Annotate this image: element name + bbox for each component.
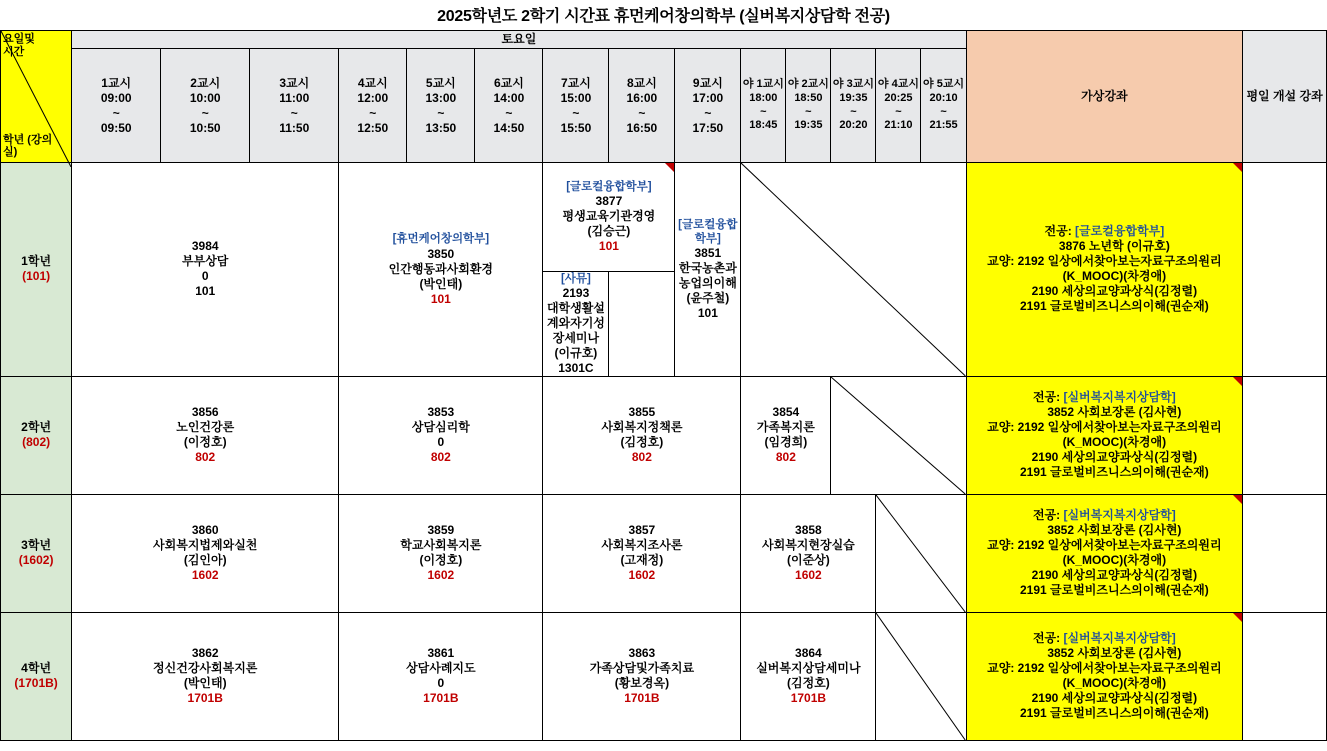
course-cell-4-4[interactable] <box>741 612 876 740</box>
virtual-general-line <box>967 538 1242 553</box>
period-name: 야 2교시 <box>787 78 829 90</box>
period-end: 19:35 <box>794 119 823 132</box>
course-name: 가족상담및가족치료 <box>589 661 695 676</box>
period-end: 15:50 <box>560 120 592 135</box>
course-name: 실버복지상담세미나 <box>756 661 861 676</box>
weekday-cell-4[interactable] <box>1243 612 1327 740</box>
period-header-7 <box>543 49 609 163</box>
grade-name: 3학년 <box>21 538 52 553</box>
virtual-cell-3[interactable] <box>966 494 1242 612</box>
period-start: 17:00 <box>692 90 724 105</box>
virtual-general-item: (K_MOOC)(차경애) <box>1062 676 1167 691</box>
weekday-cell-2[interactable] <box>1243 376 1327 494</box>
period-end: 21:55 <box>929 119 958 132</box>
period-tilde: ~ <box>850 105 857 118</box>
grade-room: (802) <box>22 435 51 450</box>
course-professor: 0 <box>437 435 445 450</box>
course-name: 평생교육기관경영 <box>562 208 656 223</box>
course-room: 1301C <box>558 360 594 375</box>
grade-row-2 <box>1 376 1327 494</box>
course-professor: (윤주철) <box>686 291 730 306</box>
period-name: 2교시 <box>190 75 221 90</box>
course-name: 사회복지조사론 <box>601 538 683 553</box>
period-start: 14:00 <box>493 90 525 105</box>
grade-label-3 <box>1 494 72 612</box>
period-start: 18:50 <box>794 91 823 104</box>
period-end: 17:50 <box>692 120 724 135</box>
course-code: 3860 <box>191 523 219 538</box>
page-title: 2025학년도 2학기 시간표 휴먼케어창의학부 (실버복지상담학 전공) <box>437 8 890 25</box>
course-name: 가족복지론 <box>756 420 815 435</box>
grade-row-4 <box>1 612 1327 740</box>
night-blank-4 <box>876 612 966 740</box>
course-code: 3857 <box>628 523 656 538</box>
course-name: 사회복지정책론 <box>601 420 683 435</box>
course-room: 802 <box>195 450 216 465</box>
virtual-major-item: 3852 사회보장론 (김사현) <box>1047 523 1182 538</box>
major-name: [글로컬융합학부] <box>1075 224 1165 239</box>
weekday-cell-3[interactable] <box>1243 494 1327 612</box>
diagonal-strike-icon <box>741 163 965 376</box>
course-cell-3-3[interactable] <box>543 494 741 612</box>
period-header-6 <box>475 49 543 163</box>
course-professor: (김인아) <box>183 553 227 568</box>
period-end: 21:10 <box>884 119 913 132</box>
course-dept: [글로컬융합학부] <box>566 180 652 193</box>
course-professor: (김정호) <box>787 676 830 691</box>
course-cell-2-3[interactable] <box>543 376 741 494</box>
period-end: 18:45 <box>749 119 778 132</box>
period-start: 18:00 <box>749 91 778 104</box>
period-header-9 <box>675 49 741 163</box>
course-cell-2-2[interactable] <box>339 376 543 494</box>
course-professor: (이규호) <box>554 345 598 360</box>
course-professor: (이준상) <box>787 553 830 568</box>
major-name: [실버복지복지상담학] <box>1063 390 1176 405</box>
virtual-general-item: 2190 세상의교양과상식(김정렬) <box>1031 568 1198 583</box>
period-header-night-2 <box>786 49 831 163</box>
period-start: 13:00 <box>425 90 457 105</box>
period-tilde: ~ <box>572 105 580 120</box>
weekday-course-header: 평일 개설 강좌 <box>1243 31 1327 163</box>
virtual-course-header: 가상강좌 <box>966 31 1242 163</box>
virtual-major-line <box>967 631 1242 646</box>
period-tilde: ~ <box>895 105 902 118</box>
course-room: 1602 <box>191 568 219 583</box>
period-end: 16:50 <box>626 120 658 135</box>
course-name: 정신건강사회복지론 <box>153 661 258 676</box>
course-room: 1701B <box>187 691 223 706</box>
course-name: 사회복지현장실습 <box>762 538 855 553</box>
course-room: 802 <box>430 450 451 465</box>
course-professor: (박인태) <box>419 276 463 291</box>
course-code: 3861 <box>427 646 455 661</box>
period-header-3 <box>250 49 339 163</box>
course-code: 3859 <box>427 523 455 538</box>
period-tilde: ~ <box>505 105 513 120</box>
virtual-general-item: 2192 일상에서찾아보는자료구조의원리 <box>1017 538 1222 553</box>
virtual-general-item: 2192 일상에서찾아보는자료구조의원리 <box>1017 420 1222 435</box>
night-blank-2 <box>831 376 966 494</box>
corner-header-bottom: 학년 (강의실) <box>3 133 53 159</box>
grade-label-4 <box>1 612 72 740</box>
period-tilde: ~ <box>805 105 812 118</box>
course-room: 1602 <box>427 568 455 583</box>
period-name: 7교시 <box>560 75 591 90</box>
course-cell-1-2[interactable] <box>339 163 543 377</box>
course-code: 3864 <box>795 646 822 661</box>
period-end: 20:20 <box>839 119 868 132</box>
cell-marker-icon <box>1233 613 1242 622</box>
day-group-header: 토요일 <box>72 31 966 49</box>
course-name: 상담심리학 <box>411 420 470 435</box>
period-tilde: ~ <box>704 105 712 120</box>
period-name: 5교시 <box>425 75 456 90</box>
course-cell-1-5[interactable] <box>675 163 741 377</box>
virtual-general-line <box>967 661 1242 676</box>
period-end: 09:50 <box>100 120 132 135</box>
period-tilde: ~ <box>369 105 377 120</box>
course-room: 1701B <box>624 691 660 706</box>
virtual-general-item: 2190 세상의교양과상식(김정렬) <box>1031 284 1198 299</box>
period-header-4 <box>339 49 407 163</box>
virtual-general-item: 2192 일상에서찾아보는자료구조의원리 <box>1017 661 1222 676</box>
period-start: 10:00 <box>189 90 221 105</box>
virtual-general-item: 2190 세상의교양과상식(김정렬) <box>1031 691 1198 706</box>
course-name: 한국농촌과농업의이해 <box>678 261 737 291</box>
period-end: 10:50 <box>189 120 221 135</box>
virtual-general-line <box>967 420 1242 435</box>
course-professor: 0 <box>201 269 209 284</box>
grade-room: (1602) <box>18 553 54 568</box>
virtual-major-line <box>967 508 1242 523</box>
night-blank-3 <box>876 494 966 612</box>
weekday-cell-1[interactable] <box>1243 163 1327 377</box>
virtual-major-line <box>967 224 1242 239</box>
period-tilde: ~ <box>638 105 646 120</box>
virtual-general-line <box>967 254 1242 269</box>
empty-cell <box>609 271 674 376</box>
course-code: 3863 <box>628 646 656 661</box>
virtual-general-item: 2191 글로벌비즈니스의이해(권순재) <box>1020 583 1209 598</box>
course-cell-2-1[interactable] <box>72 376 339 494</box>
virtual-major-item: 3876 노년학 (이규호) <box>1058 239 1170 254</box>
diagonal-strike-icon <box>876 495 965 612</box>
virtual-major-line <box>967 390 1242 405</box>
course-cell-4-1[interactable] <box>72 612 339 740</box>
course-dept: [휴먼케어창의학부] <box>392 233 490 246</box>
course-code: 3877 <box>595 193 623 208</box>
course-code: 3862 <box>191 646 219 661</box>
virtual-general-item: (K_MOOC)(차경애) <box>1062 269 1167 284</box>
period-header-night-3 <box>831 49 876 163</box>
virtual-general-item: (K_MOOC)(차경애) <box>1062 553 1167 568</box>
period-start: 19:35 <box>839 91 868 104</box>
major-name: [실버복지복지상담학] <box>1063 631 1176 646</box>
period-name: 3교시 <box>279 75 310 90</box>
period-name: 9교시 <box>692 75 723 90</box>
major-label: 전공: <box>1032 508 1064 523</box>
course-name: 노인건강론 <box>176 420 235 435</box>
period-header-night-4 <box>876 49 921 163</box>
cell-marker-icon <box>1233 163 1242 172</box>
period-tilde: ~ <box>760 105 767 118</box>
course-name: 인간행동과사회환경 <box>388 261 494 276</box>
course-room: 101 <box>598 238 619 253</box>
diagonal-strike-icon <box>831 377 965 494</box>
virtual-general-item: 2192 일상에서찾아보는자료구조의원리 <box>1017 254 1222 269</box>
virtual-cell-1[interactable] <box>966 163 1242 377</box>
course-professor: (박인태) <box>183 676 227 691</box>
diagonal-strike-icon <box>876 613 965 740</box>
course-cell-2-4[interactable] <box>741 376 831 494</box>
period-start: 20:25 <box>884 91 913 104</box>
course-code: 3853 <box>427 405 455 420</box>
course-professor: (임경희) <box>764 435 808 450</box>
period-name: 4교시 <box>357 75 388 90</box>
course-cell-4-2[interactable] <box>339 612 543 740</box>
period-name: 야 5교시 <box>923 78 965 90</box>
grade-name: 1학년 <box>21 254 52 269</box>
major-label: 전공: <box>1032 631 1064 646</box>
virtual-general-item: 2191 글로벌비즈니스의이해(권순재) <box>1020 299 1209 314</box>
cell-marker-icon <box>1233 495 1242 504</box>
course-name: 사회복지법제와실천 <box>153 538 258 553</box>
course-room: 1701B <box>423 691 459 706</box>
course-code: 3855 <box>628 405 656 420</box>
grade-row-1 <box>1 163 1327 377</box>
course-room: 101 <box>697 306 718 321</box>
period-start: 16:00 <box>626 90 658 105</box>
course-room: 101 <box>430 291 451 306</box>
general-label: 교양: <box>987 254 1018 269</box>
period-end: 12:50 <box>357 120 389 135</box>
course-code: 3850 <box>427 246 455 261</box>
timetable <box>0 30 1327 741</box>
period-tilde: ~ <box>437 105 445 120</box>
major-name: [실버복지복지상담학] <box>1063 508 1176 523</box>
course-room: 1602 <box>628 568 656 583</box>
course-code: 3856 <box>191 405 219 420</box>
course-professor: (고재정) <box>620 553 664 568</box>
course-professor: (김승근) <box>587 223 631 238</box>
virtual-major-item: 3852 사회보장론 (김사현) <box>1047 646 1182 661</box>
virtual-major-item: 3852 사회보장론 (김사현) <box>1047 405 1182 420</box>
period-tilde: ~ <box>940 105 947 118</box>
course-room: 802 <box>631 450 652 465</box>
general-label: 교양: <box>987 538 1018 553</box>
grade-label-1 <box>1 163 72 377</box>
period-tilde: ~ <box>112 105 120 120</box>
course-room: 1701B <box>790 691 827 706</box>
course-cell-1-3[interactable] <box>543 163 674 271</box>
grade-row-3 <box>1 494 1327 612</box>
period-start: 15:00 <box>560 90 592 105</box>
course-code: 3858 <box>795 523 822 538</box>
corner-header-top: 요일및시간 <box>3 33 35 58</box>
major-label: 전공: <box>1044 224 1076 239</box>
virtual-cell-2[interactable] <box>966 376 1242 494</box>
grade-room: (101) <box>22 269 51 284</box>
corner-header <box>1 31 72 163</box>
general-label: 교양: <box>987 420 1018 435</box>
period-tilde: ~ <box>290 105 298 120</box>
period-header-5 <box>407 49 475 163</box>
course-cell-3-4[interactable] <box>741 494 876 612</box>
course-name: 대학생활설계와자기성장세미나 <box>546 300 605 345</box>
period-name: 1교시 <box>101 75 132 90</box>
grade-name: 2학년 <box>21 420 52 435</box>
course-code: 2193 <box>562 285 590 300</box>
period-header-8 <box>609 49 675 163</box>
major-label: 전공: <box>1032 390 1064 405</box>
general-label: 교양: <box>987 661 1018 676</box>
grade-room: (1701B) <box>14 676 58 691</box>
course-cell-1-1[interactable] <box>72 163 339 377</box>
course-cell-4-3[interactable] <box>543 612 741 740</box>
period-header-2 <box>161 49 250 163</box>
course-room: 101 <box>195 284 216 299</box>
course-professor: 0 <box>437 676 445 691</box>
period-end: 13:50 <box>425 120 457 135</box>
period-end: 11:50 <box>279 120 310 135</box>
period-name: 야 3교시 <box>832 78 874 90</box>
virtual-cell-4[interactable] <box>966 612 1242 740</box>
course-dept: [사뮤] <box>560 272 591 285</box>
grade-name: 4학년 <box>21 661 52 676</box>
course-professor: (이정호) <box>419 553 463 568</box>
period-start: 12:00 <box>357 90 389 105</box>
period-header-night-5 <box>921 49 966 163</box>
night-blank-1 <box>741 163 966 377</box>
course-cell-3-2[interactable] <box>339 494 543 612</box>
period-start: 09:00 <box>100 90 132 105</box>
period-header-night-1 <box>741 49 786 163</box>
course-room: 1602 <box>795 568 822 583</box>
course-name: 상담사례지도 <box>406 661 476 676</box>
course-cell-group-1-3 <box>543 163 675 377</box>
course-code: 3851 <box>694 246 722 261</box>
course-professor: (황보경옥) <box>614 676 670 691</box>
course-name: 부부상담 <box>182 254 229 269</box>
course-code: 3854 <box>772 405 800 420</box>
period-name: 6교시 <box>493 75 524 90</box>
period-end: 14:50 <box>493 120 525 135</box>
course-code: 3984 <box>191 239 219 254</box>
virtual-general-item: (K_MOOC)(차경애) <box>1062 435 1167 450</box>
course-cell-1-4[interactable] <box>543 271 608 376</box>
course-name: 학교사회복지론 <box>400 538 482 553</box>
course-room: 802 <box>775 450 796 465</box>
grade-label-2 <box>1 376 72 494</box>
virtual-general-item: 2190 세상의교양과상식(김정렬) <box>1031 450 1198 465</box>
period-start: 11:00 <box>279 90 310 105</box>
period-tilde: ~ <box>201 105 209 120</box>
course-professor: (김정호) <box>620 435 664 450</box>
period-name: 8교시 <box>626 75 657 90</box>
course-cell-3-1[interactable] <box>72 494 339 612</box>
period-name: 야 1교시 <box>742 78 784 90</box>
virtual-general-item: 2191 글로벌비즈니스의이해(권순재) <box>1020 465 1209 480</box>
period-header-1 <box>72 49 161 163</box>
period-name: 야 4교시 <box>877 78 919 90</box>
cell-marker-icon <box>1233 377 1242 386</box>
header-row-1 <box>1 31 1327 49</box>
course-dept: [글로컬융합학부] <box>678 218 738 245</box>
course-professor: (이정호) <box>183 435 227 450</box>
period-start: 20:10 <box>929 91 958 104</box>
virtual-general-item: 2191 글로벌비즈니스의이해(권순재) <box>1020 706 1209 721</box>
